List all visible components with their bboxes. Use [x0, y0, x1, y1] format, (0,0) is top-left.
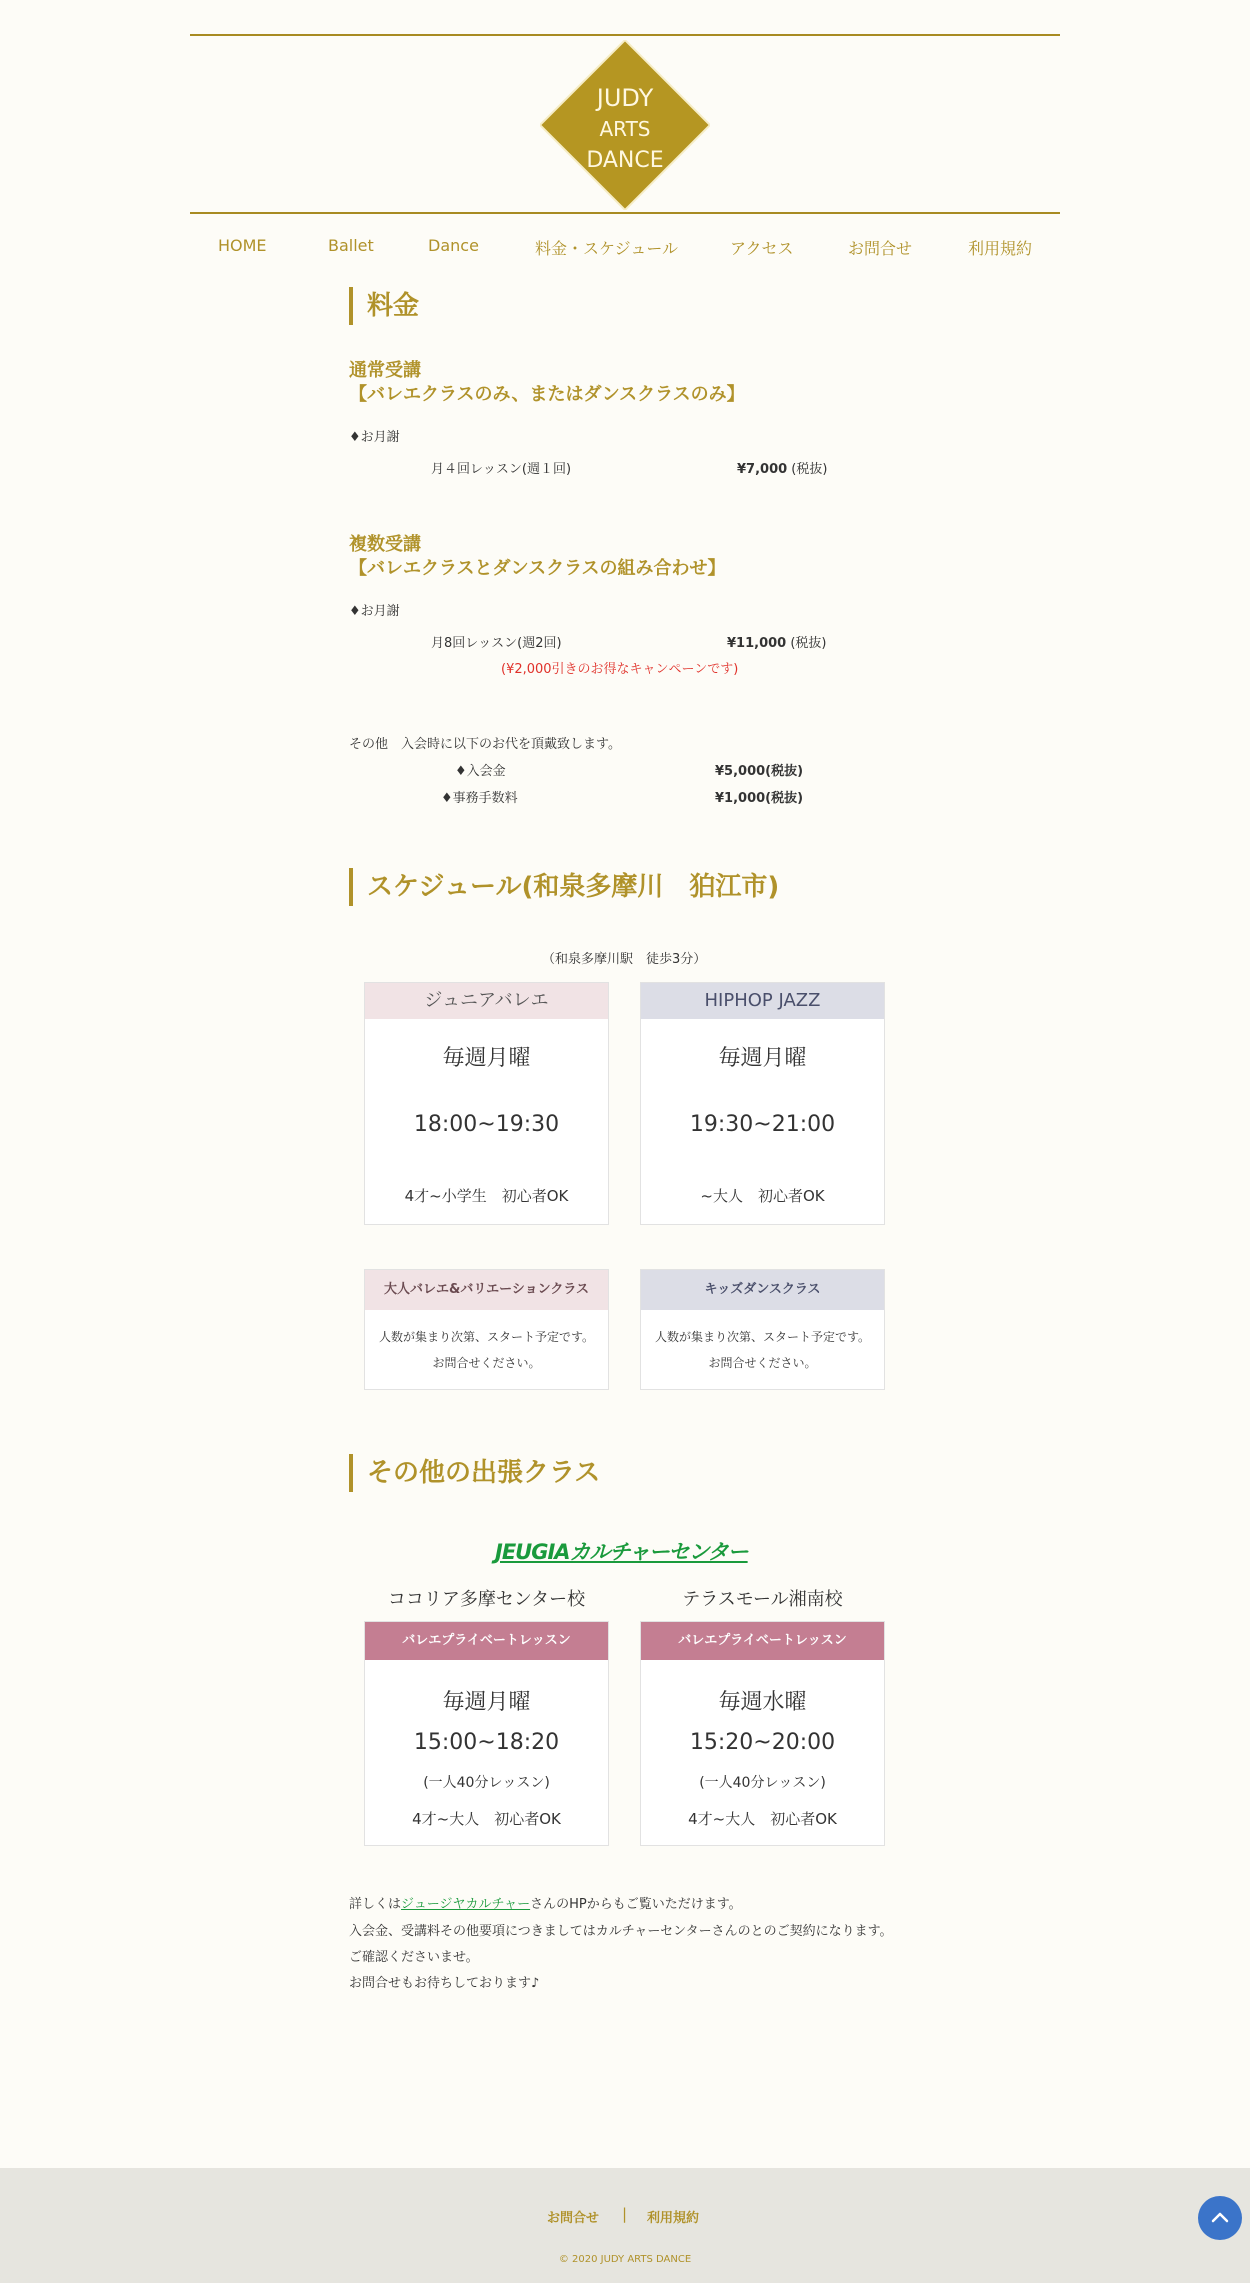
normal-monthly-label: ♦お月謝 — [349, 430, 400, 445]
normal-tax: (税抜) — [787, 462, 828, 477]
multi-price: ¥11,000 — [727, 636, 787, 651]
footer-contact-link[interactable]: お問合せ — [547, 2211, 600, 2226]
outreach-detail-line — [349, 1893, 742, 1912]
school1-day: 毎週月曜 — [442, 1690, 531, 1715]
admin-fee-label: ♦事務手数料 — [441, 791, 518, 806]
jujiya-culture-link[interactable]: ジュージヤカルチャー — [401, 1897, 531, 1912]
kids-dance-card — [640, 1269, 885, 1390]
detail-suffix: さんのHPからもご覧いただけます。 — [530, 1897, 742, 1912]
logo-text-3: DANCE — [586, 148, 664, 173]
junior-ballet-card — [364, 982, 609, 1225]
school2-note: 4才~大人 初心者OK — [688, 1810, 837, 1828]
nav-contact[interactable]: お問合せ — [848, 239, 913, 258]
normal-price: ¥7,000 — [737, 462, 788, 477]
jeugia-logo[interactable]: JEUGIAカルチャーセンター — [495, 1540, 748, 1564]
footer — [0, 2168, 1250, 2283]
main-nav — [190, 236, 1060, 266]
school1-card — [364, 1621, 609, 1846]
school2-card — [640, 1621, 885, 1846]
school2-name: テラスモール湘南校 — [682, 1589, 843, 1610]
nav-access[interactable]: アクセス — [730, 239, 794, 258]
normal-title-2: 【バレエクラスのみ、またはダンスクラスのみ】 — [349, 384, 745, 405]
school1-sub: (一人40分レッスン) — [423, 1775, 550, 1791]
judy-arts-dance-logo[interactable] — [540, 40, 710, 210]
junior-ballet-time: 18:00~19:30 — [413, 1112, 560, 1137]
multi-lesson: 月8回レッスン(週2回) — [431, 636, 562, 651]
junior-ballet-name: ジュニアバレエ — [365, 983, 608, 1019]
kids-dance-line2: お問合せください。 — [708, 1356, 817, 1370]
schedule-section-title: スケジュール(和泉多摩川 狛江市) — [349, 868, 779, 906]
junior-ballet-note: 4才~小学生 初心者OK — [404, 1187, 569, 1205]
school1-name: ココリア多摩センター校 — [387, 1589, 586, 1610]
school2-sub: (一人40分レッスン) — [699, 1775, 826, 1791]
school1-time: 15:00~18:20 — [413, 1730, 560, 1755]
campaign-note: (¥2,000引きのお得なキャンペーンです) — [501, 662, 739, 677]
header-bottom-line — [190, 212, 1060, 214]
hiphop-jazz-day: 毎週月曜 — [718, 1046, 807, 1071]
detail-prefix: 詳しくは — [349, 1897, 402, 1912]
other-fees-intro: その他 入会時に以下のお代を頂戴致します。 — [349, 737, 621, 752]
entry-fee-label: ♦入会金 — [455, 764, 506, 779]
nav-terms[interactable]: 利用規約 — [968, 239, 1033, 258]
nav-dance[interactable]: Dance — [428, 236, 479, 255]
adult-ballet-name: 大人バレエ&バリエーションクラス — [365, 1270, 608, 1310]
multi-title-1: 複数受講 — [349, 534, 421, 555]
hiphop-jazz-note: ~大人 初心者OK — [700, 1187, 825, 1205]
footer-separator: | — [622, 2205, 628, 2223]
normal-price-row — [737, 458, 827, 477]
hiphop-jazz-time: 19:30~21:00 — [689, 1112, 836, 1137]
adult-ballet-card — [364, 1269, 609, 1390]
fees-section-title: 料金 — [349, 287, 419, 325]
station-note: （和泉多摩川駅 徒歩3分） — [542, 952, 707, 967]
outreach-section-title: その他の出張クラス — [349, 1454, 600, 1492]
nav-ballet[interactable]: Ballet — [328, 236, 374, 255]
multi-title-2: 【バレエクラスとダンスクラスの組み合わせ】 — [349, 558, 726, 579]
adult-ballet-line1: 人数が集まり次第、スタート予定です。 — [378, 1330, 595, 1344]
outreach-line3: ご確認くださいませ。 — [349, 1950, 479, 1965]
footer-copyright: © 2020 JUDY ARTS DANCE — [558, 2254, 692, 2265]
logo-text-2: ARTS — [599, 117, 651, 141]
junior-ballet-day: 毎週月曜 — [442, 1046, 531, 1071]
adult-ballet-line2: お問合せください。 — [432, 1356, 541, 1370]
kids-dance-name: キッズダンスクラス — [641, 1270, 884, 1310]
multi-price-row — [727, 632, 827, 651]
scroll-to-top-button[interactable] — [1198, 2196, 1242, 2240]
footer-terms-link[interactable]: 利用規約 — [647, 2211, 700, 2226]
school1-note: 4才~大人 初心者OK — [412, 1810, 561, 1828]
normal-lesson: 月４回レッスン(週１回) — [431, 462, 572, 477]
school2-time: 15:20~20:00 — [689, 1730, 836, 1755]
outreach-line2: 入会金、受講料その他要項につきましてはカルチャーセンターさんのとのご契約になります。 — [349, 1924, 893, 1939]
school2-head: バレエプライベートレッスン — [641, 1622, 884, 1660]
entry-fee-price: ¥5,000(税抜) — [715, 764, 804, 779]
kids-dance-line1: 人数が集まり次第、スタート予定です。 — [654, 1330, 871, 1344]
hiphop-jazz-name: HIPHOP JAZZ — [641, 983, 884, 1019]
nav-home[interactable]: HOME — [218, 236, 267, 255]
nav-fees-schedule[interactable]: 料金・スケジュール — [535, 239, 679, 258]
chevron-up-icon — [1198, 2196, 1242, 2240]
hiphop-jazz-card — [640, 982, 885, 1225]
school1-head: バレエプライベートレッスン — [365, 1622, 608, 1660]
header-top-line — [190, 34, 1060, 36]
outreach-line4: お問合せもお待ちしております♪ — [349, 1976, 540, 1991]
school2-day: 毎週水曜 — [718, 1690, 807, 1715]
multi-tax: (税抜) — [786, 636, 827, 651]
admin-fee-price: ¥1,000(税抜) — [715, 791, 804, 806]
logo-text-1: JUDY — [596, 84, 654, 112]
normal-title-1: 通常受講 — [349, 360, 421, 381]
multi-monthly-label: ♦お月謝 — [349, 604, 400, 619]
